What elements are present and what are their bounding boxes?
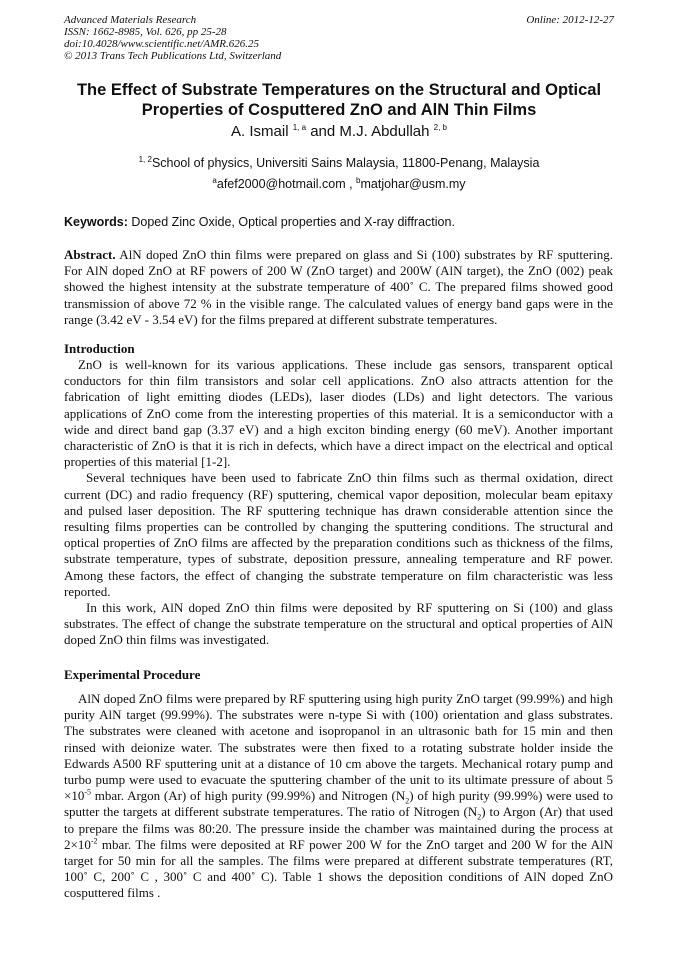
journal-header xyxy=(64,14,281,62)
paper-title xyxy=(40,80,638,120)
superscript: -2 xyxy=(90,836,98,846)
text: ) of high purity (99.99%) were used to sputter the targets at different substrate temperatures. The ratio of Nitrogen (N xyxy=(64,788,613,820)
emails xyxy=(40,176,638,192)
subscript: 2 xyxy=(405,796,410,806)
doi: doi:10.4028/www.scientific.net/AMR.626.25 xyxy=(64,38,260,50)
paragraph: ZnO is well-known for its various applications. These include gas sensors, transparent optical conductors for thin film transistors and solar cell applications. ZnO also attracts attention for the fabrication of light emitting diodes (LEDs), laser diodes (LDs) and light detectors. The various applications of ZnO come from the interesting properties of this material. It is a semiconductor with a wide and direct band gap (3.37 eV) and a high exciton binding energy (60 meV). Another important characteristic of ZnO is that it is rich in defects, which have a direct impact on the electrical and optical properties of this material [1-2]. xyxy=(64,357,613,470)
text: ) to Argon (Ar) that used to prepare the films was 80:20. The pressure inside the chamber was maintained during the process at 2×10 xyxy=(64,804,614,852)
title-line: The Effect of Substrate Temperatures on the Structural and Optical xyxy=(76,81,602,99)
introduction-section xyxy=(64,341,613,649)
copyright: © 2013 Trans Tech Publications Ltd, Switzerland xyxy=(64,50,282,62)
author-name: A. Ismail xyxy=(231,123,293,140)
author-sup: 1, a xyxy=(292,123,307,132)
issn: ISSN: 1662-8985, Vol. 626, pp 25-28 xyxy=(64,26,227,38)
affiliation-text: School of physics, Universiti Sains Malaysia, 11800-Penang, Malaysia xyxy=(151,156,540,170)
subscript: 2 xyxy=(477,813,482,823)
superscript: -5 xyxy=(84,787,92,797)
abstract xyxy=(64,247,613,328)
author-sup: 2, b xyxy=(433,123,447,132)
authors xyxy=(40,123,638,141)
title-line: Properties of Cosputtered ZnO and AlN Thin Films xyxy=(141,101,537,119)
email-link[interactable]: afef2000@hotmail.com , xyxy=(216,177,357,191)
experimental-section xyxy=(64,667,613,902)
email-link[interactable]: matjohar@usm.my xyxy=(360,177,466,191)
paragraph: In this work, AlN doped ZnO thin films were deposited by RF sputtering on Si (100) and glass substrates. The effect of change the substrate temperature on the structural and optical properties of AlN doped ZnO thin films was investigated. xyxy=(64,600,613,648)
affiliation-sup: 1, 2 xyxy=(138,154,152,164)
journal-name: Advanced Materials Research xyxy=(64,14,197,26)
keywords-label: Keywords: xyxy=(64,215,128,229)
email-sup: b xyxy=(356,175,361,185)
keywords xyxy=(64,214,455,230)
paragraph: Several techniques have been used to fabricate ZnO thin films such as thermal oxidation, direct current (DC) and radio frequency (RF) sputtering, chemical vapor deposition, molecular beam epitaxy and pulsed laser deposition. The RF sputtering technique has drawn considerable attention since the resulting films properties can be controlled by changing the sputtering conditions. The structural and optical properties of ZnO films are affected by the preparation conditions such as thickness of the films, substrate temperature, types of substrate, deposition pressure, annealing temperature and RF power. Among these factors, the effect of changing the substrate temperature on film characteristic was less reported. xyxy=(64,470,613,599)
online-date: Online: 2012-12-27 xyxy=(526,14,614,26)
text: mbar. Argon (Ar) of high purity (99.99%) and Nitrogen (N xyxy=(91,788,406,804)
section-heading: Introduction xyxy=(64,341,135,356)
author-name: and M.J. Abdullah xyxy=(306,123,434,140)
abstract-text: AlN doped ZnO thin films were prepared on glass and Si (100) substrates by RF sputtering. For AlN doped ZnO at RF powers of 200 W (ZnO target) and 200W (AlN target), the ZnO (002) peak showed the highest intensity at the substrate temperature of 400˚ C. The prepared films showed good transmission of above 72 % in the visible range. The calculated values of energy band gaps were in the range (3.42 eV - 3.54 eV) for the films prepared at different substrate temperatures. xyxy=(64,247,613,327)
email-sup: a xyxy=(212,175,217,185)
text: mbar. The films were deposited at RF power 200 W for the ZnO target and 200 W for the AlN target for 50 min for all the samples. The films were prepared at different substrate temperatures (RT, 100˚ C, 200˚ C , 300˚ C and 400˚ C). Table 1 shows the deposition conditions of AlN doped ZnO cosputtered films . xyxy=(64,836,613,901)
affiliation xyxy=(40,155,638,171)
section-heading: Experimental Procedure xyxy=(64,667,201,682)
text: AlN doped ZnO films were prepared by RF sputtering using high purity ZnO target (99.99%) and high purity AlN target (99.99%). The substrates were n-type Si with (100) orientation and glass substrates. The substrates were cleaned with acetone and isopropanol in an ultrasonic bath for 15 min and then rinsed with deionize water. The substrates were then fixed to a rotating substrate holder inside the Edwards A500 RF sputtering unit at a distance of 10 cm above the targets. Mechanical rotary pump and turbo pump were used to evacuate the sputtering chamber of the unit to its ultimate pressure of about 5 ×10 xyxy=(64,691,613,804)
keywords-text: Doped Zinc Oxide, Optical properties and X-ray diffraction. xyxy=(127,215,455,229)
paragraph xyxy=(64,691,613,902)
abstract-label: Abstract. xyxy=(64,247,116,262)
